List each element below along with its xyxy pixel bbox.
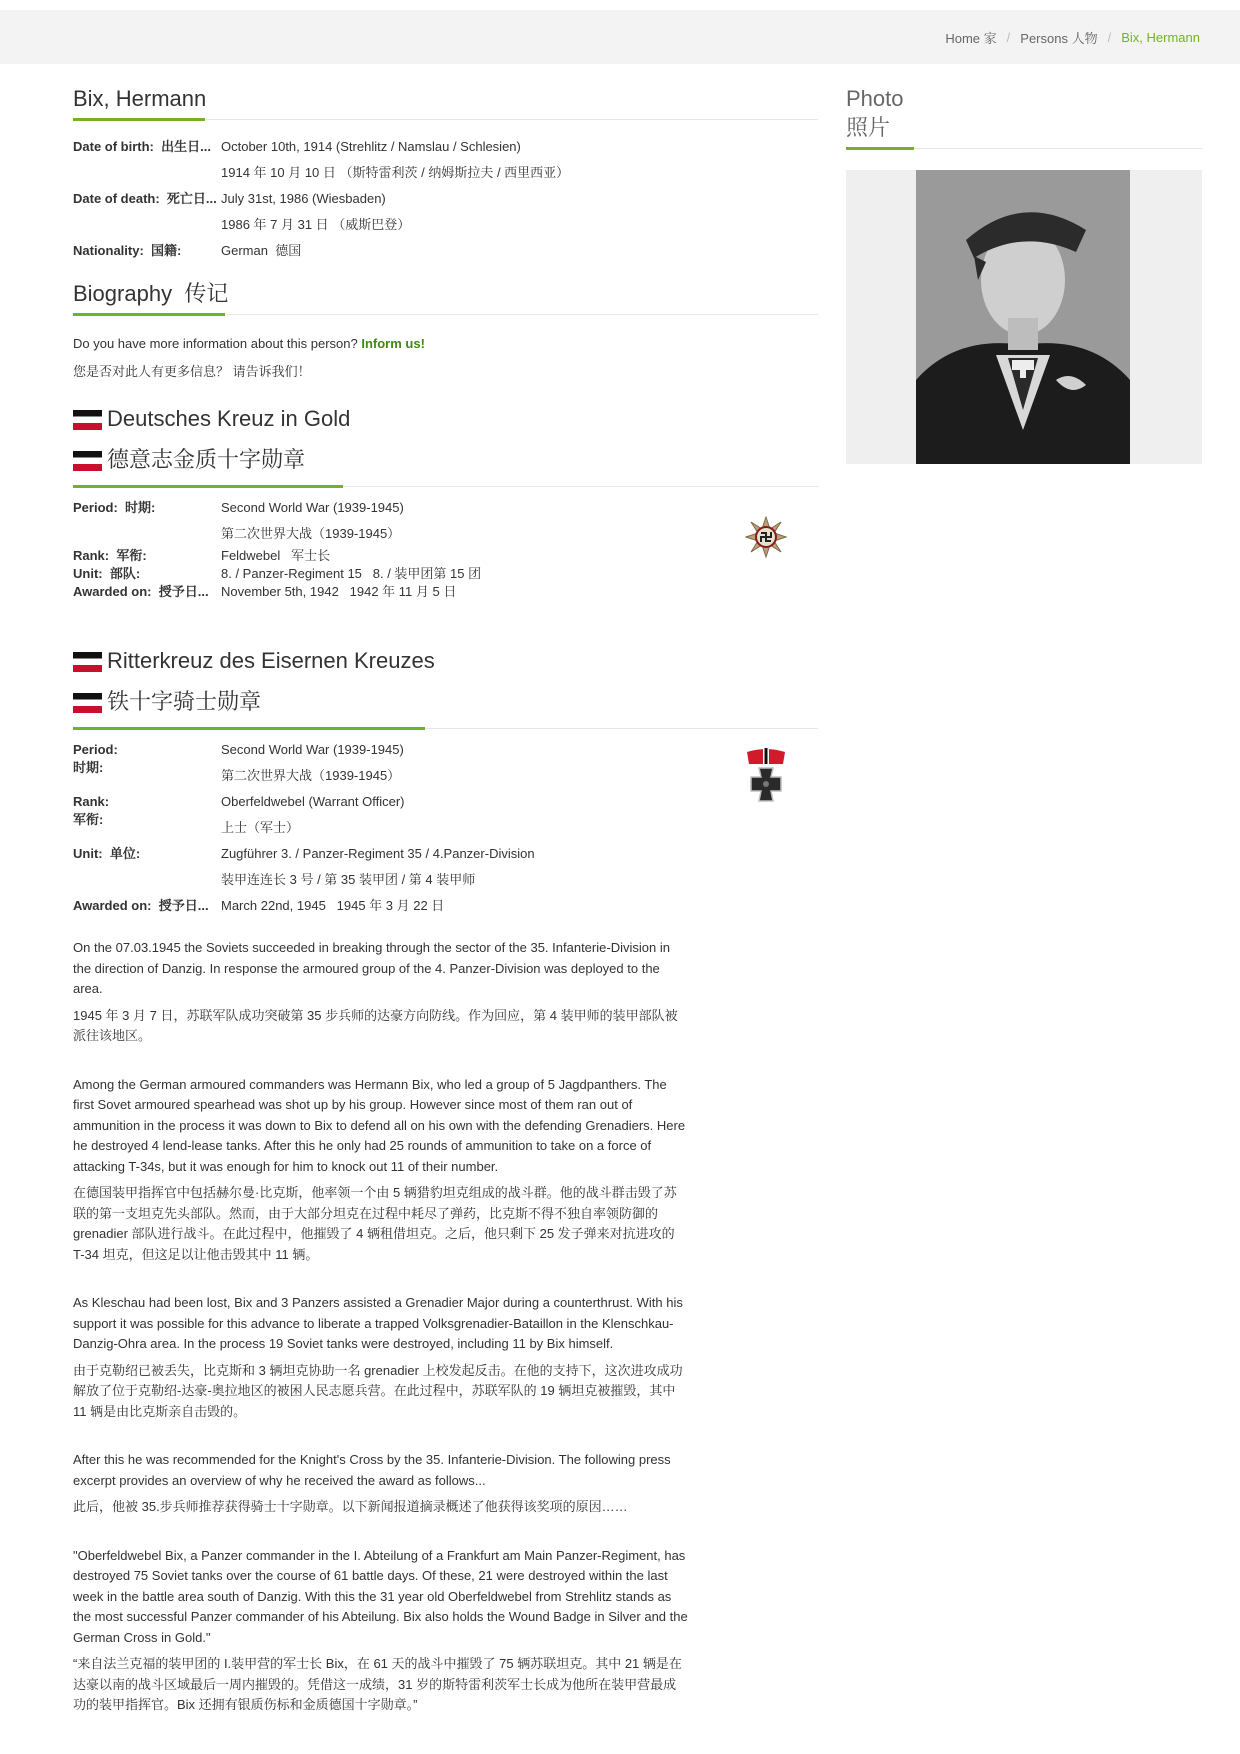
award-details-2 [73,737,818,919]
dod-value-cn: 1986 年 7 月 31 日 （威斯巴登） [221,217,411,232]
biography-title: Biography 传记 [73,281,229,306]
title-rule [73,728,818,729]
breadcrumb-separator: / [1107,29,1112,45]
award-details-1 [73,495,818,601]
period-link[interactable]: Second World War (1939-1945) [221,500,404,515]
photo-title-cn: 照片 [846,114,891,140]
rank-row: Rank: 军衔: Feldwebel 军士长 [73,548,331,563]
awarded-row: Awarded on: 授予日... March 22nd, 1945 1945 年 3 月 22 日 [73,898,445,913]
award-title: Deutsches Kreuz in Gold [73,398,818,439]
person-facts [73,134,818,264]
dob-value-cn: 1914 年 10 月 10 日 （斯特雷利茨 / 纳姆斯拉夫 / 西里西亚） [221,165,570,180]
photo-header [846,85,1202,149]
page-title: Bix, Hermann [73,86,207,111]
award-title-cn: 德意志金质十字勋章 [73,439,818,480]
flag-icon [73,451,102,471]
period-row: Period: 时期: Second World War (1939-1945) 第二次世界大战（1939-1945） [73,495,818,547]
photo-title: Photo [846,86,904,111]
top-bar [0,10,1240,64]
portrait-photo[interactable] [916,170,1130,464]
breadcrumb-persons[interactable]: Persons 人物 [1020,30,1098,46]
dod-row: Date of death: 死亡日... July 31st, 1986 (Wiesbaden) 1986 年 7 月 31 日 （威斯巴登） [73,186,818,238]
title-rule [73,119,818,120]
dob-row: Date of birth: 出生日... October 10th, 1914 (Strehlitz / Namslau / Schlesien) 1914 年 10 月 10 日 （斯特雷利茨 / 纳姆斯拉夫 / 西里西亚） [73,134,818,186]
nationality-link-cn[interactable]: 德国 [275,243,302,258]
rank-row: Rank: 军衔: Oberfeldwebel (Warrant Officer) 上士（军士） [73,794,405,835]
dod-value: July 31st, 1986 (Wiesbaden) [221,191,386,206]
period-link-cn[interactable]: 第二次世界大战（1939-1945） [221,526,401,541]
breadcrumb [945,10,1200,64]
period-link-cn[interactable]: 第二次世界大战（1939-1945） [221,768,401,783]
story-paragraph-cn: 1945 年 3 月 7 日，苏联军队成功突破第 35 步兵师的达豪方向防线。作为回应，第 4 装甲师的装甲部队被派往该地区。 [73,1007,678,1043]
period-row: Period: 时期: Second World War (1939-1945) 第二次世界大战（1939-1945） [73,737,818,789]
story-paragraph-cn: 在德国装甲指挥官中包括赫尔曼·比克斯，他率领一个由 5 辆猎豹坦克组成的战斗群。他的战斗群击毁了苏联的第一支坦克先头部队。然而，由于大部分坦克在过程中耗尽了弹药，比克斯不得不独自率领防御的 grenadier 部队进行战斗。在此过程中，他摧毁了 4 辆租借坦克。之后，他只剩下 25 发子弹来对抗进攻的 T-34 坦克，但这足以让他击毁其中 11 辆。 [73,1185,677,1262]
inform-us-link[interactable]: Inform us! [361,336,425,351]
photo-frame [846,170,1202,464]
title-rule [846,148,1202,149]
story-paragraph-cn: 由于克勒绍已被丢失，比克斯和 3 辆坦克协助一名 grenadier 上校发起反击。在他的支持下，这次进攻成功解放了位于克勒绍-达豪-奥拉地区的被困人民志愿兵营。在此过程中，苏联军队的 19 辆坦克被摧毁，其中 11 辆是由比克斯亲自击毁的。 [73,1362,683,1419]
more-info-text: Do you have more information about this person? [73,336,358,351]
unit-row: Unit: 部队: 8. / Panzer-Regiment 15 8. / 装甲团第 15 团 [73,566,482,581]
story-paragraph: Among the German armoured commanders was Hermann Bix, who led a group of 5 Jagdpanthers. The first Sovet armoured spearhead was shot up by his group. However since most of them ran out of ammunition in the process it was down to Bix to defend all on his own with the defending Grenadiers. Here he destroyed 4 lend-lease tanks. After this he only had 25 rounds of ammunition to take on a force of attacking T-34s, but it was enough for him to knock out 11 of their number. [73,1076,686,1174]
more-info [73,330,818,386]
breadcrumb-current: Bix, Hermann [1121,29,1200,45]
breadcrumb-separator: / [1006,29,1011,45]
press-quote: "Oberfeldwebel Bix, a Panzer commander in the I. Abteilung of a Frankfurt am Main Panzer-Regiment, has destroyed 75 Soviet tanks over the course of 61 battle days. Of these, 21 were destroyed within the last week in the battle area south of Danzig. With this the 31 year old Oberfeldwebel from Strehlitz stands as the most successful Panzer commander of his Abteilung. Bix also holds the Wound Badge in Silver and the German Cross in Gold." [73,1547,688,1645]
story-paragraph-cn: 此后，他被 35.步兵师推荐获得骑士十字勋章。以下新闻报道摘录概述了他获得该奖项的原因…… [73,1499,628,1514]
story [73,938,688,1716]
flag-icon [73,693,102,713]
dob-value: October 10th, 1914 (Strehlitz / Namslau / Schlesien) [221,139,521,154]
period-link[interactable]: Second World War (1939-1945) [221,742,404,757]
award-section-1 [73,398,818,487]
biography-header [73,280,818,315]
person-header [73,85,818,120]
nationality-link[interactable]: German [221,243,268,258]
story-paragraph: After this he was recommended for the Knight's Cross by the 35. Infanterie-Division. The following press excerpt provides an overview of why he received the award as follows... [73,1452,671,1488]
award-section-2 [73,640,818,729]
german-cross-badge-icon [745,516,787,558]
press-quote-cn: “来自法兰克福的装甲团的 I.装甲营的军士长 Bix，在 61 天的战斗中摧毁了 75 辆苏联坦克。其中 21 辆是在达豪以南的战斗区域最后一周内摧毁的。凭借这一成绩，31 岁的斯特雷利茨军士长成为他所在装甲营最成功的装甲指挥官。Bix 还拥有银质伤标和金质德国十字勋章。” [73,1656,682,1712]
awarded-row: Awarded on: 授予日... November 5th, 1942 1942 年 11 月 5 日 [73,584,457,599]
more-info-text-cn: 您是否对此人有更多信息？ 请告诉我们！ [73,364,311,379]
title-rule [73,314,818,315]
title-rule [73,486,818,487]
award-title: Ritterkreuz des Eisernen Kreuzes [73,640,818,681]
flag-icon [73,410,102,430]
flag-icon [73,652,102,672]
story-paragraph: As Kleschau had been lost, Bix and 3 Panzers assisted a Grenadier Major during a counterthrust. With his support it was possible for this advance to liberate a trapped Volksgrenadier-Bataillon in the Klenschkau-Danzig-Ohra area. In the process 19 Soviet tanks were destroyed, including 11 by Bix himself. [73,1295,683,1351]
nationality-row: Nationality: 国籍: German 德国 [73,243,302,258]
portrait-image [916,170,1130,464]
story-paragraph: On the 07.03.1945 the Soviets succeeded in breaking through the sector of the 35. Infanterie-Division in the direction of Danzig. In response the armoured group of the 4. Panzer-Division was deployed to the area. [73,940,670,996]
award-title-cn: 铁十字骑士勋章 [73,681,818,722]
knights-cross-badge-icon [741,746,791,808]
breadcrumb-home[interactable]: Home 家 [945,30,997,46]
unit-row: Unit: 单位: Zugführer 3. / Panzer-Regiment 35 / 4.Panzer-Division 装甲连连长 3 号 / 第 35 装甲团 / 第 4 装甲师 [73,846,535,887]
